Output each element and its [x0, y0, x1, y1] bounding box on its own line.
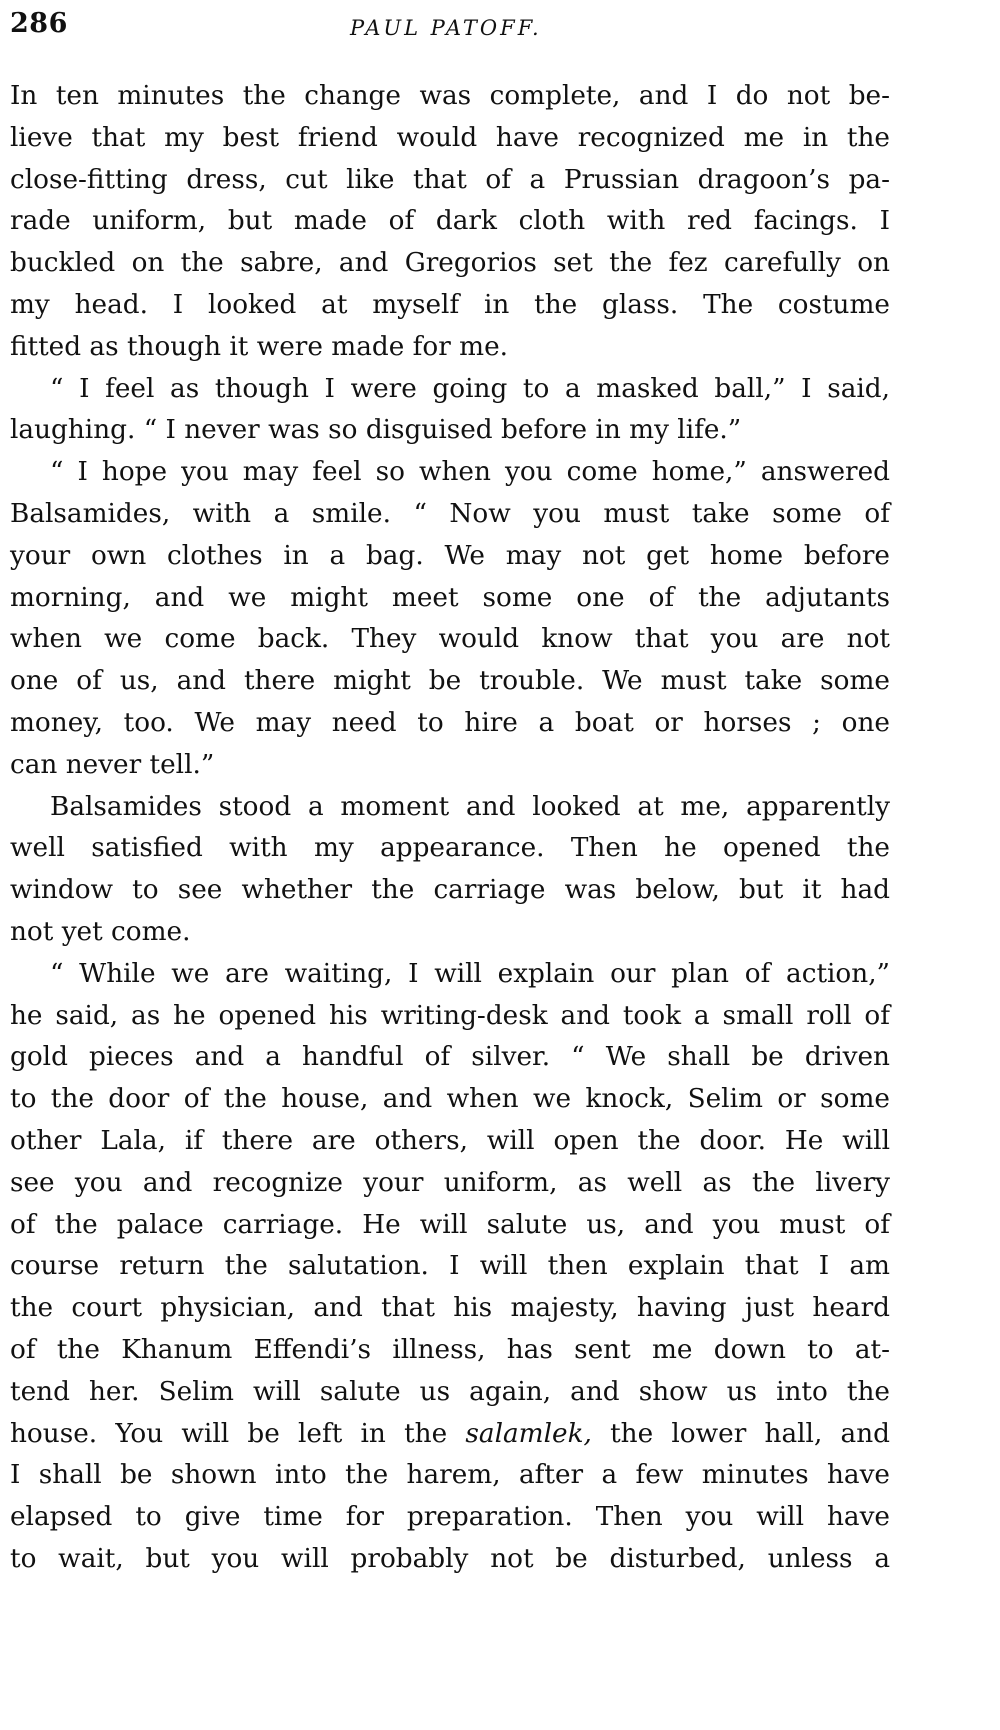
text-line: not yet come.	[10, 916, 191, 947]
text-line: to wait, but you will probably not be disturbed, unless a	[10, 1543, 890, 1574]
text-line: morning, and we might meet some one of the adjutants	[10, 582, 890, 613]
text-line: I shall be shown into the harem, after a few minutes have	[10, 1460, 890, 1491]
text-line: course return the salutation. I will then explain that I am	[10, 1251, 890, 1282]
text-line: your own clothes in a bag. We may not get home before	[10, 540, 890, 571]
text-line-with-italic	[10, 1414, 890, 1456]
text-line: “ I feel as though I were going to a masked ball,” I said,	[50, 373, 890, 404]
text-line: see you and recognize your uniform, as well as the livery	[10, 1167, 890, 1198]
text-segment: house. You will be left in the	[10, 1418, 466, 1449]
italic-term: salamlek,	[465, 1418, 592, 1449]
text-line: elapsed to give time for preparation. Then you will have	[10, 1502, 890, 1533]
text-line: can never tell.”	[10, 749, 215, 780]
text-line: money, too. We may need to hire a boat or horses ; one	[10, 707, 890, 738]
text-line: gold pieces and a handful of silver. “ We shall be driven	[10, 1042, 890, 1073]
text-line: fitted as though it were made for me.	[10, 331, 508, 362]
text-line: of the Khanum Effendi’s illness, has sent me down to at-	[10, 1334, 890, 1365]
running-title: PAUL PATOFF.	[350, 16, 542, 40]
text-line: he said, as he opened his writing-desk and took a small roll of	[10, 1000, 890, 1031]
text-line: when we come back. They would know that you are not	[10, 624, 890, 655]
text-line: of the palace carriage. He will salute us, and you must of	[10, 1209, 890, 1240]
page-header	[10, 6, 890, 54]
text-line: to the door of the house, and when we knock, Selim or some	[10, 1084, 890, 1115]
text-line: window to see whether the carriage was below, but it had	[10, 875, 890, 906]
text-line: close-fitting dress, cut like that of a Prussian dragoon’s pa-	[10, 164, 890, 195]
text-segment: the lower hall, and	[591, 1418, 890, 1449]
text-line: Balsamides, with a smile. “ Now you must take some of	[10, 498, 890, 529]
book-page	[10, 6, 890, 1581]
text-line: the court physician, and that his majesty, having just heard	[10, 1293, 890, 1324]
text-line: Balsamides stood a moment and looked at me, apparently	[50, 791, 890, 822]
text-line: lieve that my best friend would have recognized me in the	[10, 122, 890, 153]
text-line: my head. I looked at myself in the glass. The costume	[10, 289, 890, 320]
text-line: “ I hope you may feel so when you come home,” answered	[50, 457, 890, 488]
text-line: laughing. “ I never was so disguised before in my life.”	[10, 415, 742, 446]
text-line: buckled on the sabre, and Gregorios set the fez carefully on	[10, 248, 890, 279]
text-line: tend her. Selim will salute us again, and show us into the	[10, 1376, 890, 1407]
text-line: In ten minutes the change was complete, and I do not be-	[10, 81, 890, 111]
text-line: other Lala, if there are others, will open the door. He will	[10, 1125, 890, 1156]
body-text	[10, 76, 890, 1581]
text-line: well satisfied with my appearance. Then he opened the	[10, 833, 890, 864]
page-number: 286	[10, 8, 68, 39]
text-line: rade uniform, but made of dark cloth with red facings. I	[10, 206, 890, 237]
text-line: “ While we are waiting, I will explain our plan of action,”	[50, 958, 890, 989]
text-line: one of us, and there might be trouble. We must take some	[10, 666, 890, 697]
